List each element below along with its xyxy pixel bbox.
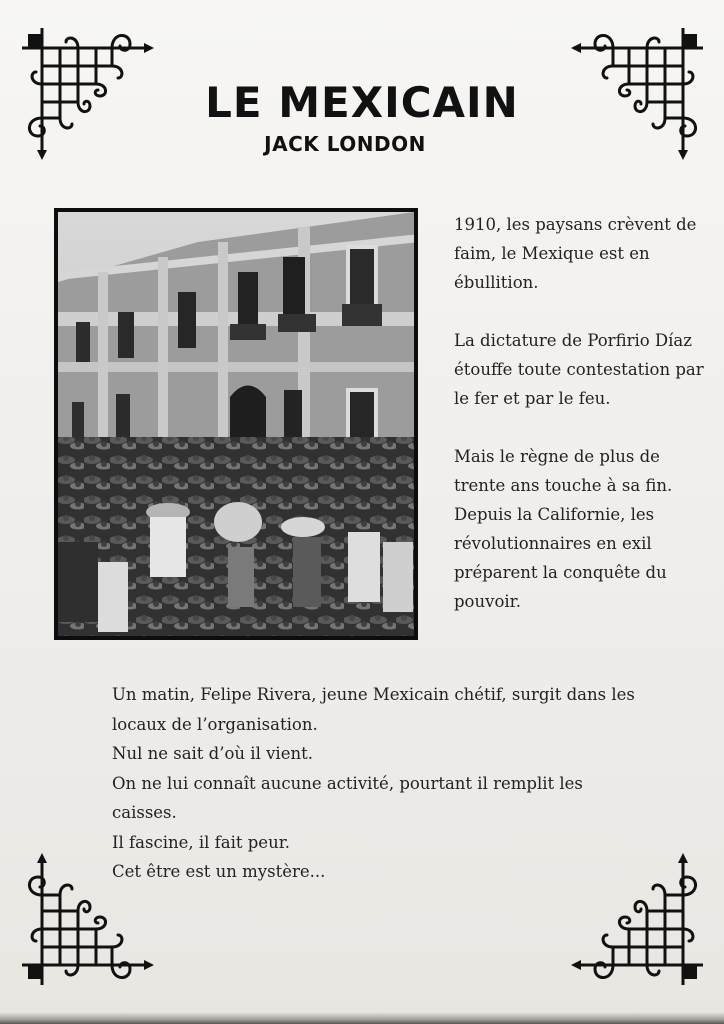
synopsis-line: Il fascine, il fait peur. bbox=[112, 832, 291, 852]
synopsis-text bbox=[112, 680, 652, 887]
historical-photo bbox=[54, 208, 418, 640]
synopsis-line: Cet être est un mystère... bbox=[112, 862, 326, 881]
page-bottom-edge bbox=[0, 1012, 724, 1024]
page-title: LE MEXICAIN bbox=[205, 78, 519, 127]
historical-crowd-photo-icon bbox=[58, 212, 414, 636]
intro-text bbox=[454, 210, 704, 645]
synopsis-line: Un matin, Felipe Rivera, jeune Mexicain chétif, surgit dans les locaux de l’organisation. bbox=[112, 685, 635, 734]
synopsis-line: Nul ne sait d’où il vient. bbox=[112, 744, 313, 763]
intro-paragraph: La dictature de Porfirio Díaz étouffe toute contestation par le fer et par le feu. bbox=[454, 331, 704, 408]
intro-paragraph: 1910, les paysans crèvent de faim, le Mexique est en ébullition. bbox=[454, 215, 697, 292]
intro-paragraph: Mais le règne de plus de trente ans touche à sa fin. Depuis la Californie, les révolutionnaires en exil préparent la conquête du pouvoir. bbox=[454, 447, 673, 611]
author-name: JACK LONDON bbox=[264, 132, 426, 156]
synopsis-line: On ne lui connaît aucune activité, pourtant il remplit les caisses. bbox=[112, 773, 583, 822]
